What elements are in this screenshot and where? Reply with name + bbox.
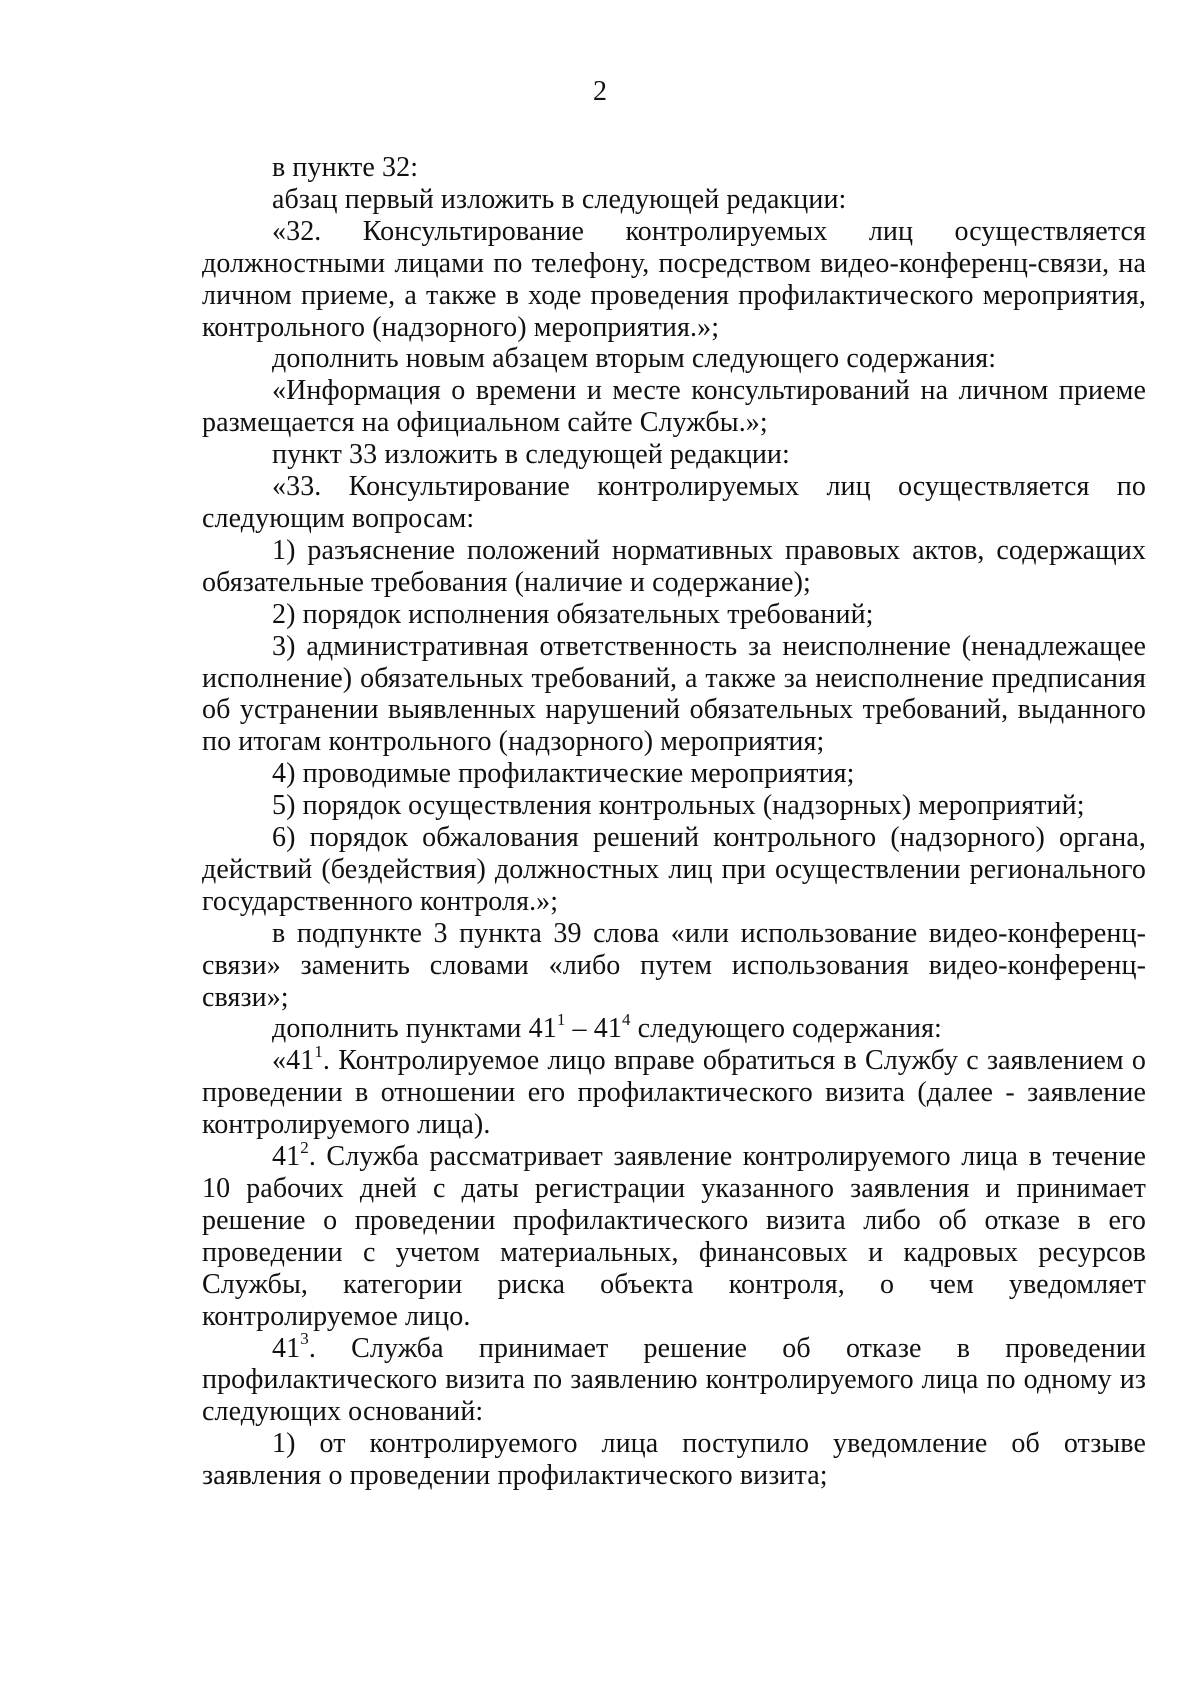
paragraph <box>202 822 1146 918</box>
paragraph-text: . Служба рассматривает заявление контролируемого лица в течение 10 рабочих дней с даты регистрации указанного заявления и принимает решение о проведении профилактического визита либо об отказе в его проведении с учетом материальных, финансовых и кадровых ресурсов Службы, категории риска объекта контроля, о чем уведомляет контролируемое лицо. <box>202 1141 1146 1332</box>
paragraph-text: 41 <box>272 1141 301 1173</box>
paragraph-text: «32. Консультирование контролируемых лиц осуществляется должностными лицами по телефону, посредством видео-конференц-связи, на личном приеме, а также в ходе проведения профилактического мероприятия, контрольного (надзорного) мероприятия.»; <box>202 215 1146 343</box>
paragraph-text: 1) от контролируемого лица поступило уведомление об отзыве заявления о проведении профилактического визита; <box>202 1428 1146 1492</box>
superscript: 3 <box>300 1329 309 1349</box>
paragraph-text: . Контролируемое лицо вправе обратиться в Службу с заявлением о проведении в отношении его профилактического визита (далее - заявление контролируемого лица). <box>202 1045 1146 1141</box>
paragraph-text: дополнить пунктами 41 <box>272 1013 557 1045</box>
paragraph-text: «41 <box>272 1045 315 1077</box>
paragraph-text: абзац первый изложить в следующей редакции: <box>272 183 847 215</box>
paragraph-text: дополнить новым абзацем вторым следующего содержания: <box>272 343 997 375</box>
paragraph <box>202 790 1146 822</box>
paragraph <box>202 918 1146 1014</box>
paragraph <box>202 599 1146 631</box>
superscript: 1 <box>314 1042 323 1062</box>
document-body <box>202 152 1146 1492</box>
page-number: 2 <box>593 76 607 107</box>
paragraph-text: 1) разъяснение положений нормативных правовых актов, содержащих обязательные требования (наличие и содержание); <box>202 534 1146 598</box>
paragraph-text: в пункте 32: <box>272 152 419 183</box>
paragraph <box>202 439 1146 471</box>
paragraph <box>202 631 1146 759</box>
paragraph <box>202 216 1146 344</box>
paragraph-text: 41 <box>272 1332 301 1364</box>
paragraph-text: – 41 <box>565 1013 622 1045</box>
superscript: 4 <box>621 1010 631 1030</box>
paragraph-text: 4) проводимые профилактические мероприятия; <box>272 758 855 790</box>
paragraph <box>202 375 1146 439</box>
paragraph <box>202 758 1146 790</box>
paragraph <box>202 1329 1146 1429</box>
superscript: 2 <box>300 1137 309 1157</box>
paragraph <box>202 1010 1146 1045</box>
paragraph <box>202 343 1146 375</box>
paragraph-text: 5) порядок осуществления контрольных (надзорных) мероприятий; <box>272 790 1085 822</box>
paragraph-text: 3) административная ответственность за неисполнение (ненадлежащее исполнение) обязательных требований, а также за неисполнение предписания об устранении выявленных нарушений обязательных требований, выданного по итогам контрольного (надзорного) мероприятия; <box>202 630 1146 758</box>
paragraph <box>202 1042 1146 1141</box>
paragraph <box>202 535 1146 599</box>
paragraph <box>202 184 1146 216</box>
superscript: 1 <box>556 1010 566 1030</box>
paragraph <box>202 471 1146 535</box>
paragraph-text: в подпункте 3 пункта 39 слова «или использование видео-конференц-связи» заменить словами «либо путем использования видео-конференц-связи»; <box>202 917 1146 1013</box>
paragraph-text: «Информация о времени и месте консультирований на личном приеме размещается на официальном сайте Службы.»; <box>202 375 1146 439</box>
paragraph-text: следующего содержания: <box>630 1013 942 1045</box>
paragraph-text: 6) порядок обжалования решений контрольного (надзорного) органа, действий (бездействия) должностных лиц при осуществлении регионального государственного контроля.»; <box>202 822 1146 917</box>
paragraph-text: «33. Консультирование контролируемых лиц осуществляется по следующим вопросам: <box>202 471 1146 534</box>
paragraph-text: пункт 33 изложить в следующей редакции: <box>272 439 790 471</box>
paragraph <box>202 1137 1146 1332</box>
paragraph <box>202 1428 1146 1492</box>
paragraph <box>202 152 1146 184</box>
paragraph-text: . Служба принимает решение об отказе в проведении профилактического визита по заявлению контролируемого лица по одному из следующих оснований: <box>202 1332 1146 1428</box>
paragraph-text: 2) порядок исполнения обязательных требований; <box>272 598 874 630</box>
